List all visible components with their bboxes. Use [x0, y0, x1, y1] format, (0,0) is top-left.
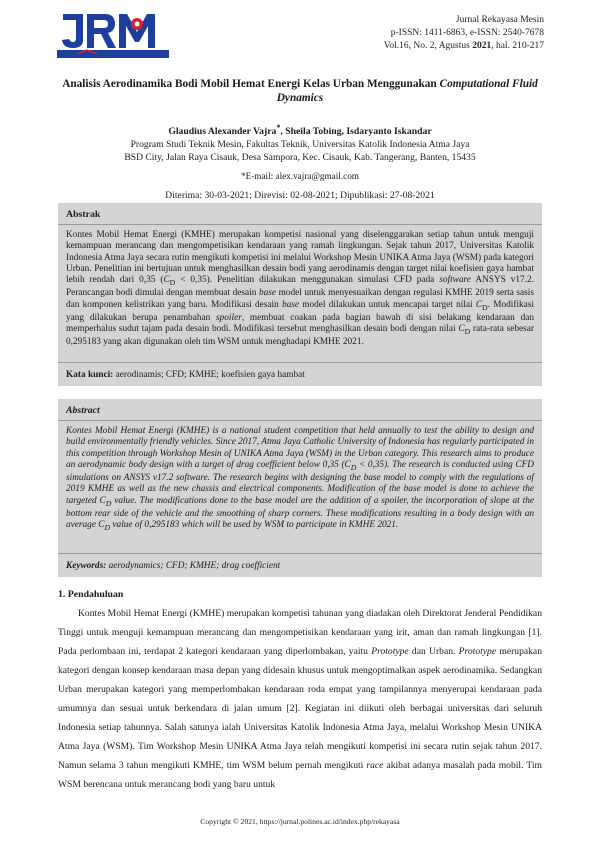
journal-logo — [57, 10, 169, 60]
journal-name: Jurnal Rekayasa Mesin — [455, 15, 544, 25]
abstrak-text: Kontes Mobil Hemat Energi (KMHE) merupakan kompetisi nasional yang diselenggarakan setiap tahun untuk menguji kemampuan merancang dan mengompetisikan kendaraan yang ramah lingkungan. Sejak tahun 2017, Universitas Katolik Indonesia Atma Jaya secara rutin mengikuti kompetisi ini melalui Workshop Mesin UNIKA Atma Jaya (WSM) pada kategori Urban. Penelitian ini bertujuan untuk menghasilkan desain bodi yang aerodinamis dengan target nilai koefisien gaya hambat lebih rendah dari 0,35 $(C_D < 0,35)$. Penelitian dilakukan menggunakan simulasi CFD pada software ANSYS v17.2. Perancangan bodi dimulai dengan membuat desain base model untuk menyesuaikan dengan regulasi KMHE 2019 serta sasis dan komponen kelistrikan yang baru. Modifikasi desain base model dilakukan untuk mencapai target nilai $C_D$. Modifikasi yang dilakukan berupa penambahan spoiler, membuat coakan pada bagian bawah di sisi belakang kendaraan dan memperhalus sudut tajam pada desain bodi. Modifikasi tersebut menghasilkan desain bodi dengan nilai $C_D$ rata-rata sebesar 0,295183 yang akan digunakan oleh tim WSM untuk menghadapi KMHE 2021. — [66, 230, 535, 348]
paper-title — [58, 77, 542, 105]
journal-info — [384, 14, 544, 53]
paper-affiliation — [58, 138, 542, 164]
author-first: Glaudius Alexander Vajra — [168, 126, 277, 138]
abstrak-heading: Abstrak — [58, 203, 542, 225]
affiliation-line-2: BSD City, Jalan Raya Cisauk, Desa Sampora, Kec. Cisauk, Kab. Tangerang, Banten, 15435 — [124, 152, 476, 163]
affiliation-line-1: Program Studi Teknik Mesin, Fakultas Teknik, Universitas Katolik Indonesia Atma Jaya — [130, 139, 470, 150]
author-rest: , Sheila Tobing, Isdaryanto Iskandar — [280, 126, 432, 138]
abstrak-box — [58, 203, 542, 386]
kata-kunci — [66, 370, 534, 380]
section-heading: 1. Pendahuluan — [58, 589, 124, 600]
title-main: Analisis Aerodinamika Bodi Mobil Hemat Energi Kelas Urban Menggunakan — [62, 78, 440, 90]
section-body: Kontes Mobil Hemat Energi (KMHE) merupakan kompetisi tahunan yang diadakan oleh Direktorat Jenderal Pendidikan Tinggi untuk menguji kemampuan merancang dan mengompetisikan kendaraan yang irit, aman dan ramah lingkungan [1]. Pada perlombaan ini, terdapat 2 kategori kendaraan yang diperlombakan, yaitu Prototype dan Urban. Prototype merupakan kategori dengan konsep kendaraan masa depan yang didesain khusus untuk mengoptimalkan aspek aerodinamika. Sedangkan Urban merupakan kategori yang memperlombakan kendaraan roda empat yang tampilannya menyerupai kendaraan pada umumnya dan sesuai untuk berkendara di jalan umum [2]. Kegiatan ini diikuti oleh berbagai universitas dari seluruh Indonesia setiap tahunnya. Salah satunya ialah Universitas Katolik Indonesia Atma Jaya, melalui Workshop Mesin UNIKA Atma Jaya (WSM). Tim Workshop Mesin UNIKA Atma Jaya telah mengikuti kompetisi ini secara rutin sejak tahun 2017. Namun selama 3 tahun mengikuti KMHE, tim WSM belum pernah mengikuti race akibat adanya masalah pada mobil. Tim WSM berencana untuk merancang bodi yang baru untuk — [58, 608, 542, 790]
volume-pages: , hal. 210-217 — [491, 41, 544, 51]
kata-kunci-text: aerodinamis; CFD; KMHE; koefisien gaya hambat — [113, 370, 305, 380]
abstract-box — [58, 399, 542, 577]
page-footer: Copyright © 2021, https://jurnal.polines.ac.id/index.php/rekayasa — [200, 817, 400, 826]
keywords-label: Keywords: — [66, 561, 107, 571]
keywords — [66, 561, 534, 571]
volume-prefix: Vol.16, No. 2, Agustus — [383, 41, 473, 51]
journal-volume — [384, 40, 544, 53]
paper-email: *E-mail: alex.vajra@gmail.com — [241, 171, 359, 181]
abstrak-divider — [58, 362, 542, 363]
journal-issn: p-ISSN: 1411-6863, e-ISSN: 2540-7678 — [390, 28, 544, 38]
keywords-text: aerodynamics; CFD; KMHE; drag coefficient — [106, 561, 281, 571]
paper-authors — [58, 122, 542, 138]
abstract-heading: Abstract — [58, 399, 542, 421]
abstract-text: Kontes Mobil Hemat Energi (KMHE) is a national student competition that held annually to test the ability to design and build environmentally friendly vehicles. Since 2017, Atma Jaya Catholic University of Indonesia has regularly participated in this competition through Workshop Mesin of UNIKA Atma Jaya (WSM) in the Urban category. This research aims to produce an aerodynamic body design with a target of drag coefficient below 0,35 $(C_D < 0,35)$. The research is conducted using CFD simulations on ANSYS v17.2 software. The research begins with designing the base model to comply with the regulations of 2019 KMHE as well as the new chassis and electrical components. Modification of the base model is done to achieve the targeted $C_D$ value. The modifications done to the base model are the addition of a spoiler, the incorporation of slope at the bottom rear side of the vehicle and the smoothing of sharp corners. These modifications resulting in a body design with an average $C_D$ value of 0,295183 which will be used by WSM to participate in KMHE 2021. — [66, 426, 534, 532]
paper-dates: Diterima: 30-03-2021; Direvisi: 02-08-2021; Dipublikasi: 27-08-2021 — [165, 190, 435, 201]
jrm-logo-icon — [57, 10, 169, 60]
volume-year: 2021 — [472, 41, 492, 51]
title-italic: Computational Fluid Dynamics — [276, 78, 538, 104]
kata-kunci-label: Kata kunci: — [66, 370, 114, 380]
abstract-divider — [58, 553, 542, 554]
author-mark: * — [276, 123, 281, 132]
